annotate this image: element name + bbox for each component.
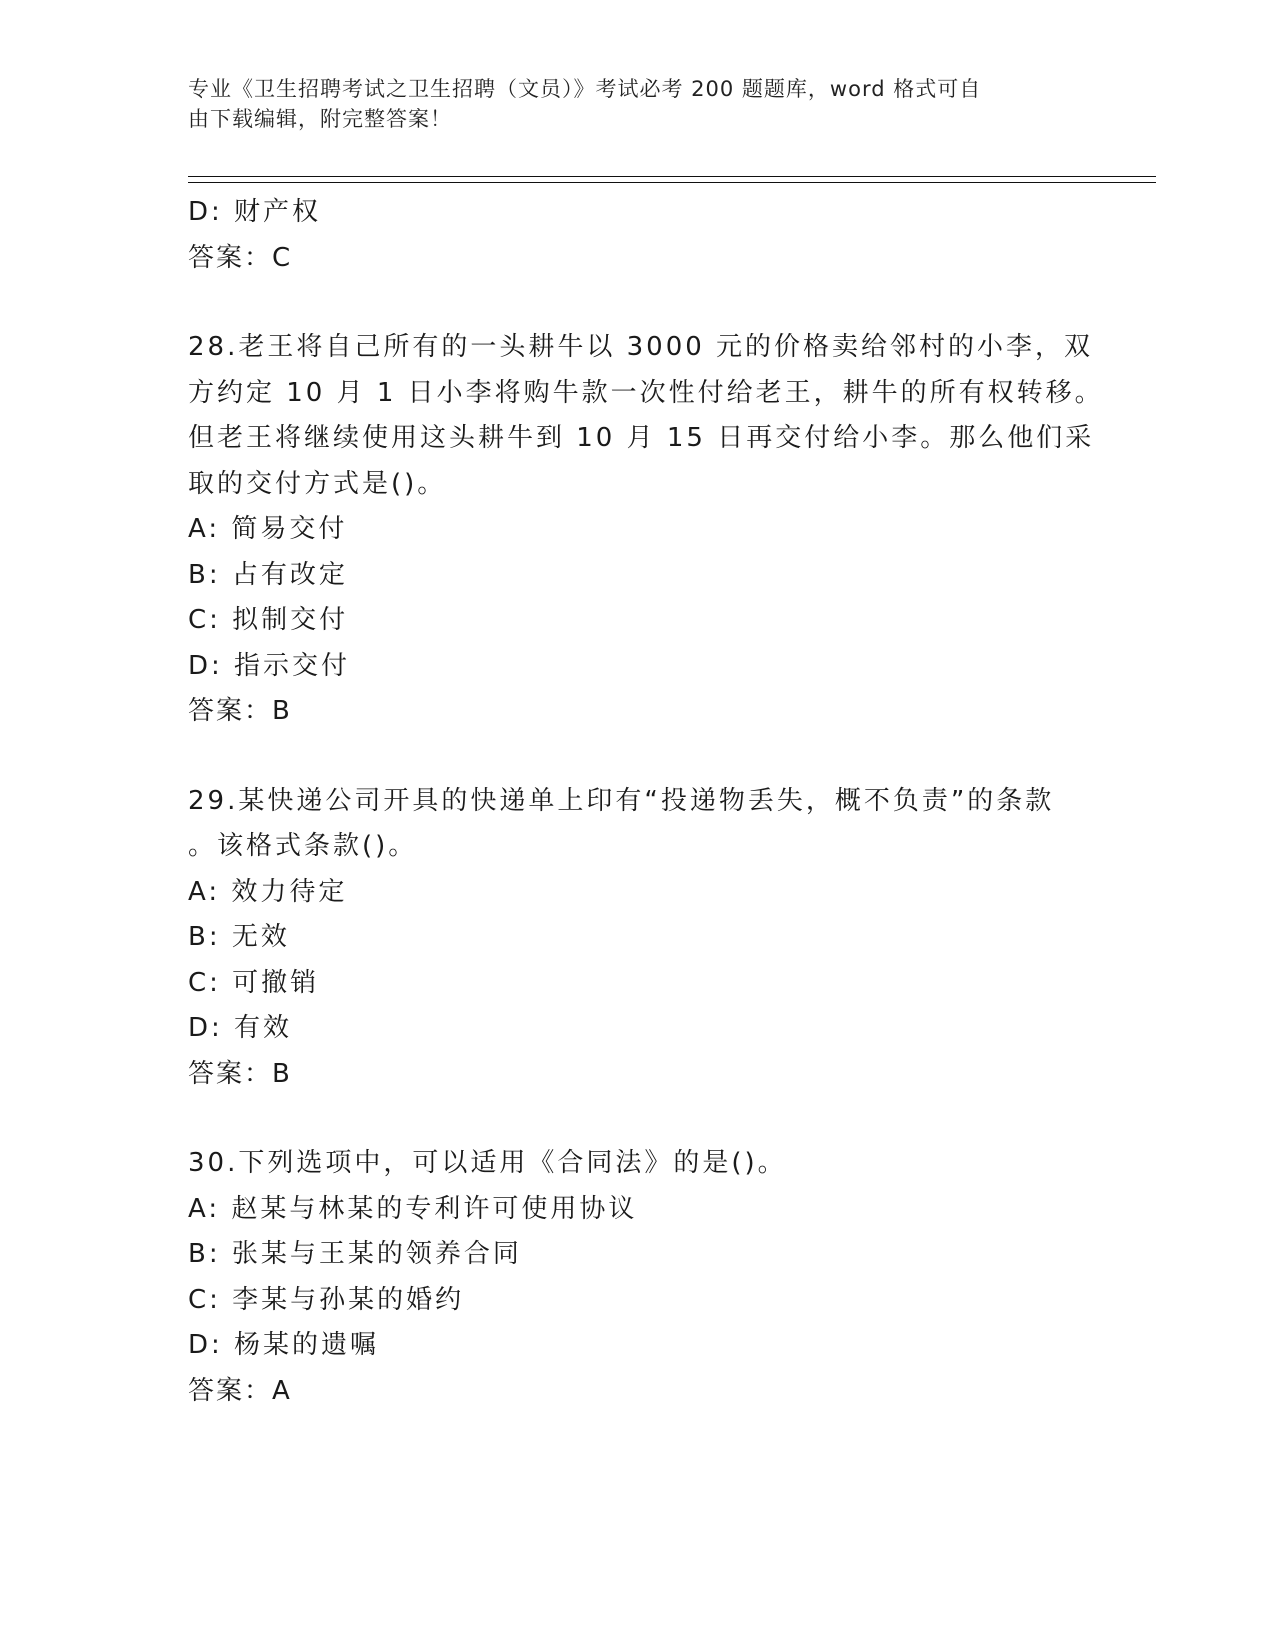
option-a: A: 效力待定 [188,876,348,907]
option-d: D: 有效 [188,1013,293,1043]
answer-line: 答案：B [188,1058,292,1089]
option-b: B: 占有改定 [188,559,348,590]
option-c: C: 李某与孙某的婚约 [188,1284,465,1315]
option-b: B: 无效 [188,922,290,952]
option-d: D: 指示交付 [188,650,351,681]
question-stem-line: 取的交付方式是()。 [188,468,447,499]
question-30 [188,1141,1088,1414]
header-line-2: 由下载编辑，附完整答案！ [188,107,452,131]
header-rule-bottom [188,182,1156,183]
document-body [188,190,1104,1414]
question-stem-line: 。该格式条款()。 [188,831,418,861]
page-header [188,74,1068,134]
header-rule-top [188,176,1156,177]
header-line-1: 专业《卫生招聘考试之卫生招聘（文员）》考试必考 200 题题库，word 格式可自 [188,77,982,101]
question-28 [188,325,1104,735]
option-b: B: 张某与王某的领养合同 [188,1239,522,1269]
carry-over-question [188,190,1088,281]
question-stem-line: 但老王将继续使用这头耕牛到 10 月 15 日再交付给小李。那么他们采 [188,423,1095,453]
option-a: A: 简易交付 [188,514,348,544]
question-29 [188,779,1088,1098]
answer-line: 答案：B [188,696,292,726]
question-stem-line: 30.下列选项中，可以适用《合同法》的是()。 [188,1148,787,1178]
option-c: C: 拟制交付 [188,605,349,635]
answer-line: 答案：C [188,242,293,273]
question-stem-line: 方约定 10 月 1 日小李将购牛款一次性付给老王，耕牛的所有权转移。 [188,377,1104,408]
question-stem-line: 29.某快递公司开具的快递单上印有“投递物丢失，概不负责”的条款 [188,785,1055,816]
option-c: C: 可撤销 [188,967,320,998]
option-d: D: 杨某的遗嘱 [188,1330,380,1360]
question-stem-line: 28.老王将自己所有的一头耕牛以 3000 元的价格卖给邻村的小李，双 [188,332,1094,362]
answer-line: 答案：A [188,1375,292,1406]
option-d: D: 财产权 [188,197,322,227]
option-a: A: 赵某与林某的专利许可使用协议 [188,1193,638,1224]
